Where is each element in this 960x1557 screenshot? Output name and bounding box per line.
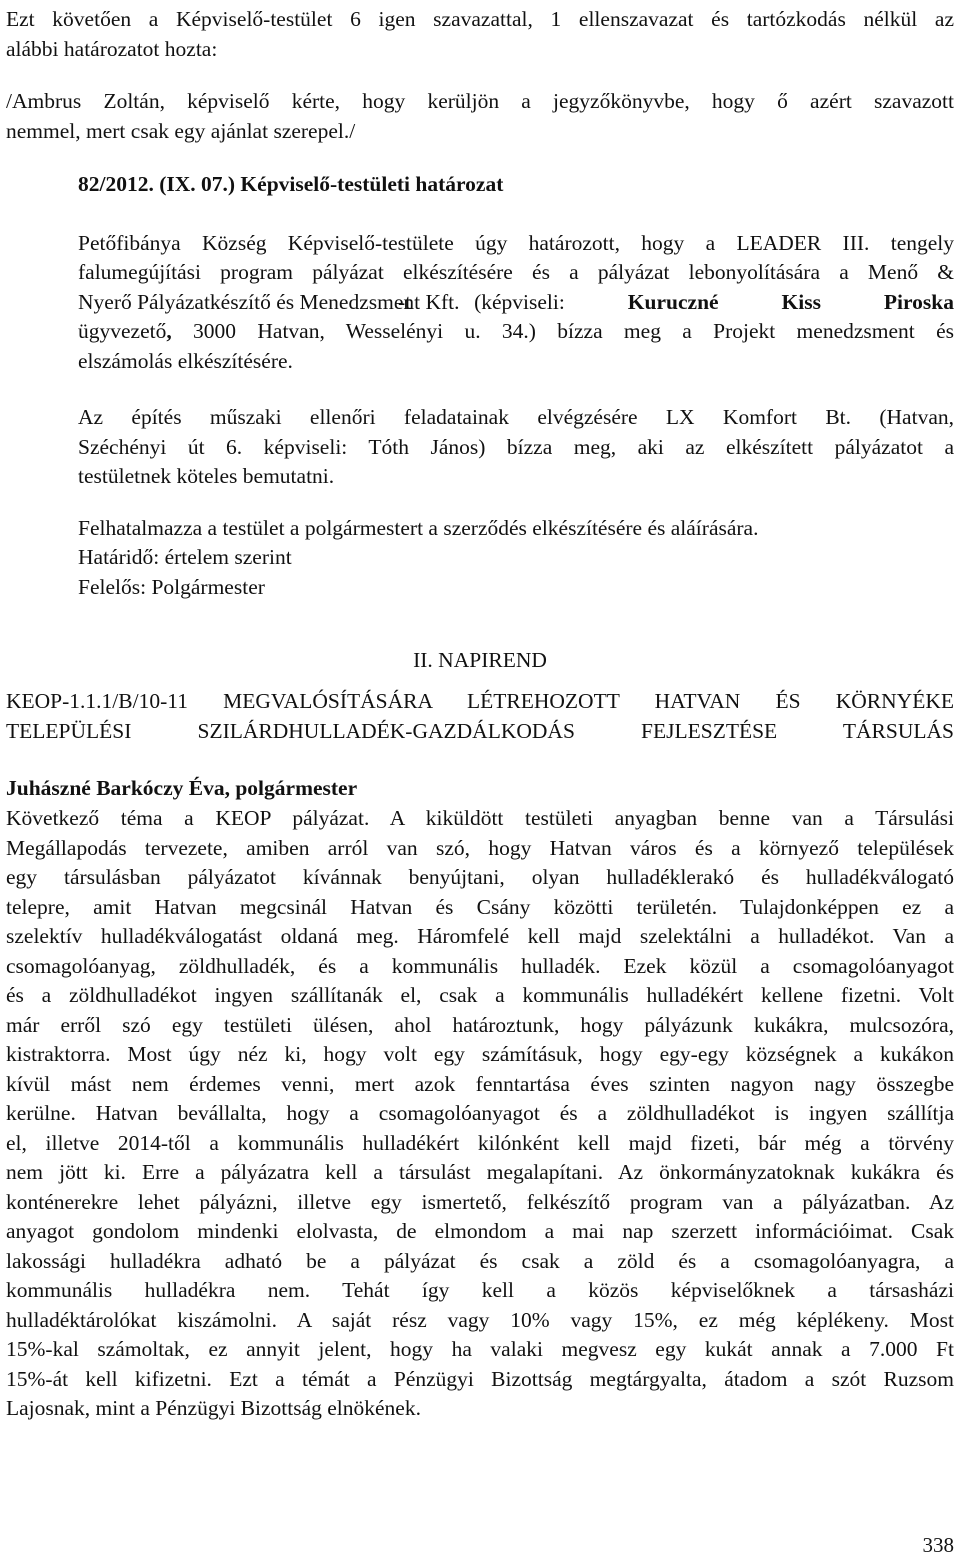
speech-line: kommunális hulladékra nem. Tehát így kell a közös képviselőknek a társasházi xyxy=(6,1278,954,1302)
speech-line: szelektív hulladékválogatást oldaná meg. Háromfelé kell majd szelektálni a hulladékot. Van a xyxy=(6,924,954,948)
intro-line-2: alábbi határozatot hozta: xyxy=(6,37,218,61)
resolution-responsible: Felelős: Polgármester xyxy=(78,575,265,599)
speech-line: lakossági hulladékra adható be a pályázat és csak a zöld és a csomagolóanyagra, a xyxy=(6,1249,954,1273)
speech-line: hulladéktárolókat kiszámolni. A saját rész vagy 10% vagy 15%, ez még képlékeny. Most xyxy=(6,1308,954,1332)
speech-line: már erről szó egy testületi ülésen, ahol határoztunk, hogy pályázunk kukákra, mulcsozóra, xyxy=(6,1013,954,1037)
speech-line: kívül mást nem érdemes venni, mert azok fenntartása éves szinten nagyon nagy összegbe xyxy=(6,1072,954,1096)
speech-line: 15%-kal számoltak, ez annyit jelent, hogy ha valaki megvesz egy kukát annak a 7.000 Ft xyxy=(6,1337,954,1361)
speech-line: Lajosnak, mint a Pénzügyi Bizottság elnökének. xyxy=(6,1396,421,1420)
resolution-para2-line-1: Az építés műszaki ellenőri feladatainak elvégzésére LX Komfort Bt. (Hatvan, xyxy=(78,405,954,429)
note-line-2: nemmel, mert csak egy ajánlat szerepel./ xyxy=(6,119,356,143)
speech-line: telepre, amit Hatvan megcsinál Hatvan és Csány közötti területén. Tulajdonképpen ez a xyxy=(6,895,954,919)
resolution-para1-line-2: falumegújítási program pályázat elkészítésére és a pályázat lebonyolítására a Menő & xyxy=(78,260,954,284)
agenda-title-line-1: KEOP-1.1.1/B/10-11 MEGVALÓSÍTÁSÁRA LÉTREHOZOTT HATVAN ÉS KÖRNYÉKE xyxy=(6,689,954,713)
speech-line: konténerekre lehet pályázni, illetve egy ismertető, felkészítő program van a pályázatban. Az xyxy=(6,1190,954,1214)
resolution-para3: Felhatalmazza a testület a polgármestert a szerződés elkészítésére és aláírására. xyxy=(78,516,759,540)
resolution-para1-line-5: ügyvezető, 3000 Hatvan, Wesselényi u. 34.) bízza meg a Projekt menedzsment és xyxy=(78,319,954,343)
representative-name: Kuruczné Kiss Piroska xyxy=(627,290,954,314)
resolution-deadline: Határidő: értelem szerint xyxy=(78,545,292,569)
resolution-para1-line-4: -t (képviseli: Kuruczné Kiss Piroska xyxy=(398,290,954,314)
intro-line-1: Ezt követően a Képviselő-testület 6 igen szavazattal, 1 ellenszavazat és tartózkodás nélkül az xyxy=(6,7,954,31)
agenda-title-line-2: TELEPÜLÉSI SZILÁRDHULLADÉK-GAZDÁLKODÁS FEJLESZTÉSE TÁRSULÁS xyxy=(6,719,954,743)
resolution-para1-line-3: Nyerő Pályázatkészítő és Menedzsment Kft. xyxy=(78,290,460,314)
agenda-number: II. NAPIREND xyxy=(413,648,547,672)
speech-line: anyagot gondolom mindenki elolvasta, de elmondom a mai nap szerzett információimat. Csak xyxy=(6,1219,954,1243)
speech-line: Következő téma a KEOP pályázat. A kiküldött testületi anyagban benne van a Társulási xyxy=(6,806,954,830)
speech-line: Megállapodás tervezete, amiben arról van szó, hogy Hatvan város és a környező települések xyxy=(6,836,954,860)
speech-line: csomagolóanyag, zöldhulladék, és a kommunális hulladék. Ezek közül a csomagolóanyagot xyxy=(6,954,954,978)
resolution-para1-line-6: elszámolás elkészítésére. xyxy=(78,349,293,373)
speech-line: kistraktorra. Most úgy néz ki, hogy volt egy számításuk, hogy egy-egy községnek a kukákon xyxy=(6,1042,954,1066)
resolution-para2-line-2: Széchényi út 6. képviseli: Tóth János) bízza meg, aki az elkészített pályázatot a xyxy=(78,435,954,459)
speaker-name: Juhászné Barkóczy Éva, polgármester xyxy=(6,776,358,800)
resolution-para1-line-1: Petőfibánya Község Képviselő-testülete úgy határozott, hogy a LEADER III. tengely xyxy=(78,231,954,255)
page-number: 338 xyxy=(922,1533,954,1557)
speech-line: kerülne. Hatvan bevállalta, hogy a csomagolóanyagot és a zöldhulladékot is ingyen szállítja xyxy=(6,1101,954,1125)
speech-line: és a zöldhulladékot ingyen szállítanák el, csak a kommunális hulladékért kellene fizetni. Volt xyxy=(6,983,954,1007)
speech-line: egy társulásban pályázatot kívánnak benyújtani, olyan hulladéklerakó és hulladékválogató xyxy=(6,865,954,889)
speech-line: 15%-át kell kifizetni. Ezt a témát a Pénzügyi Bizottság megtárgyalta, átadom a szót Ruzsom xyxy=(6,1367,954,1391)
speech-line: el, illetve 2014-től a kommunális hulladékért kilónként kell majd fizeti, bár még a törvény xyxy=(6,1131,954,1155)
resolution-para2-line-3: testületnek köteles bemutatni. xyxy=(78,464,335,488)
resolution-heading: 82/2012. (IX. 07.) Képviselő-testületi határozat xyxy=(78,172,504,196)
speech-line: nem jött ki. Erre a pályázatra kell a társulást megalapítani. Az önkormányzatoknak kukákra és xyxy=(6,1160,954,1184)
note-line-1: /Ambrus Zoltán, képviselő kérte, hogy kerüljön a jegyzőkönyvbe, hogy ő azért szavazott xyxy=(6,89,954,113)
